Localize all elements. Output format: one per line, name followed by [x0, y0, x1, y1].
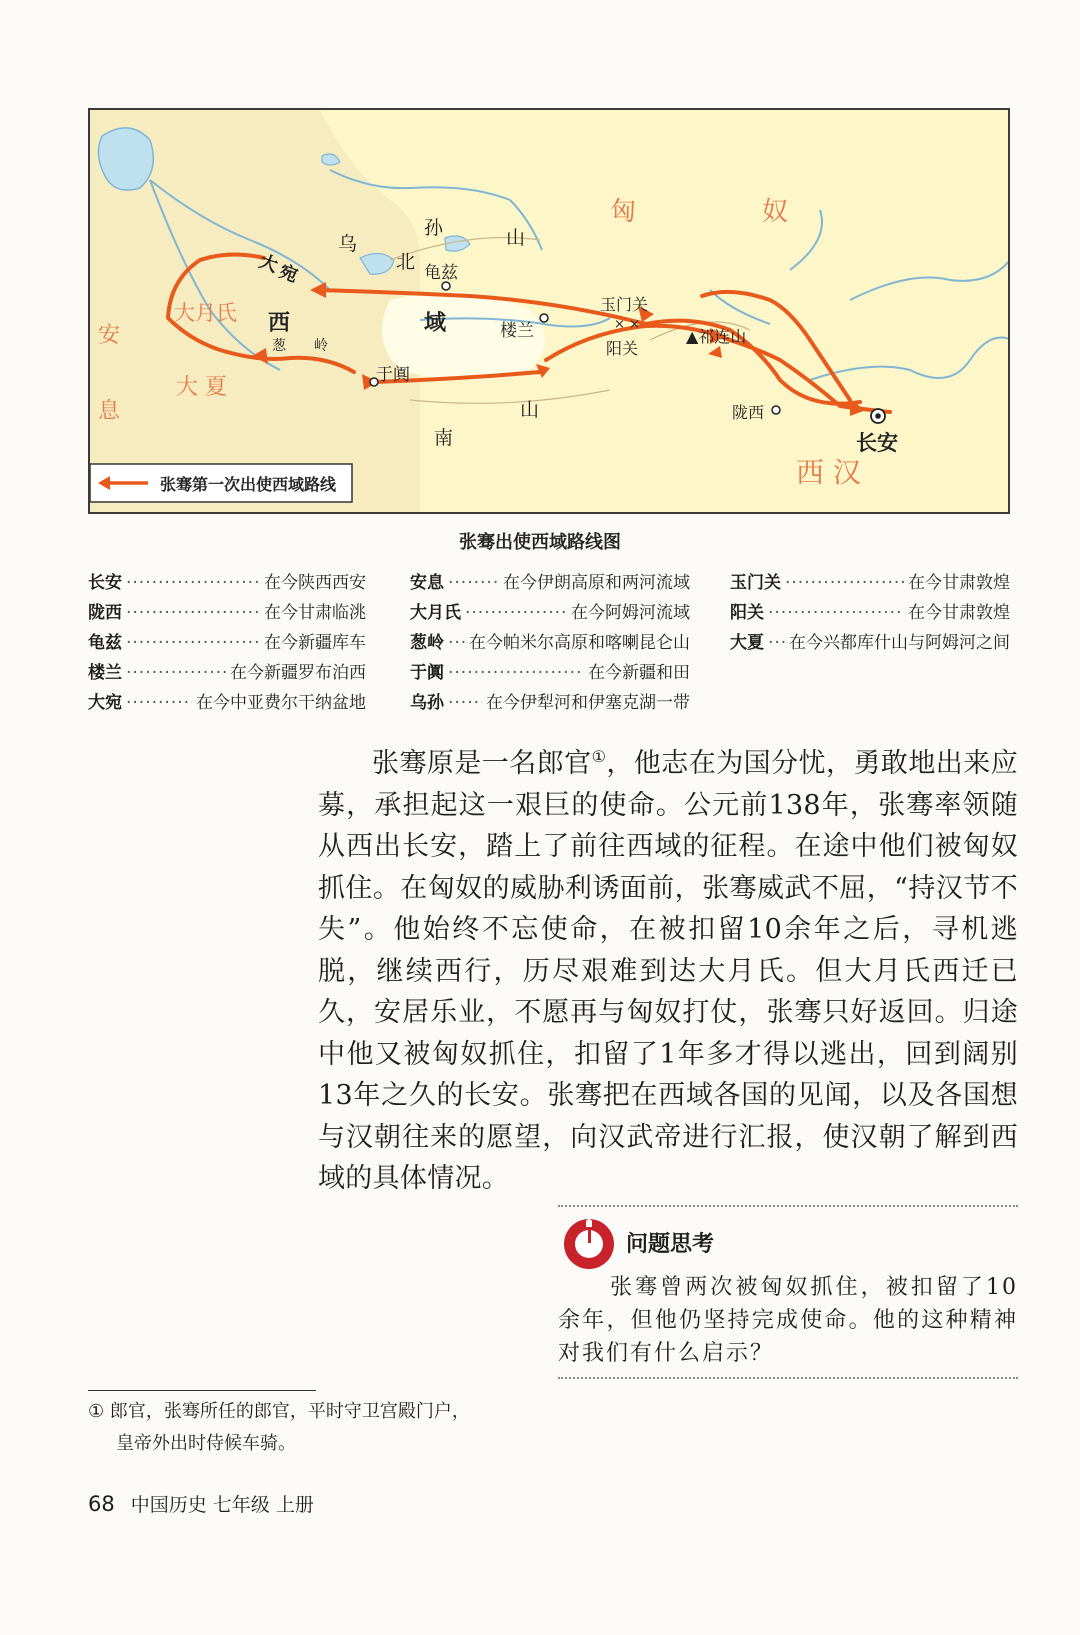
map-caption: 张骞出使西域路线图	[459, 532, 621, 553]
glossary-term: 于阗	[410, 663, 444, 683]
glossary-term: 大宛	[88, 693, 122, 713]
think-icon	[562, 1217, 616, 1271]
glossary-term: 龟兹	[88, 633, 122, 653]
label-daxia: 大 夏	[176, 375, 227, 400]
glossary-term: 楼兰	[88, 663, 122, 683]
glossary-term: 大夏	[730, 633, 764, 653]
glossary-term: 乌孙	[410, 693, 444, 713]
main-paragraph	[318, 736, 1018, 1200]
label-bei: 北	[396, 251, 416, 273]
glossary-def: 在今帕米尔高原和喀喇昆仑山	[469, 633, 690, 653]
label-qilianshan: ▲祁连山	[686, 327, 747, 346]
glossary-row	[88, 568, 366, 598]
pass-marks: × ×	[614, 317, 640, 332]
label-shan-south: 山	[520, 399, 540, 421]
glossary-term: 大月氏	[410, 603, 461, 623]
label-xi: 西	[268, 311, 291, 336]
glossary-column-2	[410, 568, 690, 718]
label-longxi: 陇西	[732, 403, 765, 422]
label-yumenguan: 玉门关	[600, 295, 649, 314]
footnote-rule	[88, 1390, 316, 1391]
glossary-term: 长安	[88, 573, 122, 593]
label-xiongnu-2: 奴	[762, 197, 789, 227]
leader-dots	[126, 628, 260, 658]
glossary-term: 葱岭	[410, 633, 444, 653]
paragraph-text-rest: ，他志在为国分忧，勇敢地出来应募，承担起这一艰巨的使命。公元前138年，张骞率领随从西出长安，踏上了前往西域的征程。在途中他们被匈奴抓住。在匈奴的威胁利诱面前，张骞威武不屈，“持汉节不失”。他始终不忘使命，在被扣留10余年之后，寻机逃脱，继续西行，历尽艰难到达大月氏。但大月氏西迁已久，安居乐业，不愿再与匈奴打仗，张骞只好返回。归途中他又被匈奴抓住，扣留了1年多才得以逃出，回到阔别13年之久的长安。张骞把在西域各国的见闻，以及各国想与汉朝往来的愿望，向汉武帝进行汇报，使汉朝了解到西域的具体情况。	[318, 748, 1018, 1194]
glossary-term: 陇西	[88, 603, 122, 623]
leader-dots	[126, 568, 260, 598]
label-congling-1: 葱	[272, 338, 286, 354]
think-bottom-divider	[558, 1377, 1018, 1379]
label-xiongnu-1: 匈	[610, 197, 637, 227]
footnote	[88, 1396, 548, 1460]
label-loulan: 楼兰	[500, 321, 534, 341]
leader-dots	[448, 628, 465, 658]
glossary-row	[410, 568, 690, 598]
glossary-row	[410, 628, 690, 658]
label-dayuan-2: 宛	[276, 260, 301, 287]
glossary-row	[730, 628, 1010, 658]
glossary-term: 阳关	[730, 603, 764, 623]
page-footer	[88, 1490, 314, 1517]
label-yu: 域	[424, 311, 447, 336]
label-yangguan: 阳关	[606, 339, 639, 358]
leader-dots	[448, 688, 482, 718]
glossary-row	[410, 688, 690, 718]
label-anxi-1: 安	[98, 323, 121, 348]
glossary-row	[730, 598, 1010, 628]
label-sun: 孙	[424, 217, 444, 239]
glossary-row	[410, 658, 690, 688]
paragraph-text-start: 张骞原是一名郎官	[372, 748, 592, 779]
leader-dots	[448, 658, 584, 688]
route-map	[88, 108, 1010, 514]
glossary-def: 在今伊犁河和伊塞克湖一带	[486, 693, 690, 713]
glossary-row	[730, 568, 1010, 598]
glossary-def: 在今陕西西安	[264, 573, 366, 593]
label-yutian: 于阗	[376, 365, 410, 385]
legend-label: 张骞第一次出使西域路线	[160, 475, 337, 494]
leader-dots	[126, 598, 260, 628]
label-anxi-2: 息	[98, 399, 121, 424]
think-box	[558, 1205, 1018, 1366]
glossary-term: 玉门关	[730, 573, 781, 593]
label-changan: 长安	[856, 431, 898, 455]
leader-dots	[768, 598, 904, 628]
label-congling-2: 岭	[314, 338, 328, 354]
label-shan-north: 山	[506, 227, 526, 249]
glossary-def: 在今新疆和田	[588, 663, 690, 683]
glossary-def: 在今阿姆河流域	[571, 603, 690, 623]
footnote-ref[interactable]: ①	[591, 747, 607, 766]
leader-dots	[126, 658, 226, 688]
glossary-row	[88, 598, 366, 628]
glossary-row	[88, 688, 366, 718]
glossary-def: 在今新疆库车	[264, 633, 366, 653]
book-title: 中国历史 七年级 上册	[130, 1494, 314, 1516]
think-title: 问题思考	[626, 1232, 715, 1257]
think-question: 张骞曾两次被匈奴抓住，被扣留了10余年，但他仍坚持完成使命。他的这种精神对我们有什么启示？	[558, 1275, 1018, 1366]
footnote-line-1: ① 郎官，张骞所任的郎官，平时守卫宫殿门户，	[88, 1401, 470, 1422]
glossary-def: 在今中亚费尔干纳盆地	[196, 693, 366, 713]
think-top-divider	[558, 1205, 1018, 1207]
label-nan: 南	[434, 427, 454, 449]
label-qiuci: 龟兹	[424, 263, 458, 283]
label-dayuezhi: 大月氏	[174, 301, 237, 325]
leader-dots	[465, 598, 567, 628]
leader-dots	[126, 688, 192, 718]
glossary-def: 在今伊朗高原和两河流域	[503, 573, 690, 593]
leader-dots	[785, 568, 904, 598]
glossary-row	[88, 628, 366, 658]
glossary-def: 在今兴都库什山与阿姆河之间	[789, 633, 1010, 653]
leader-dots	[448, 568, 499, 598]
footnote-line-2: 皇帝外出时侍候车骑。	[116, 1433, 296, 1454]
glossary-def: 在今甘肃敦煌	[908, 573, 1010, 593]
changan-marker	[871, 409, 885, 423]
map-svg	[90, 110, 1010, 514]
page-number: 68	[88, 1492, 115, 1516]
glossary-row	[410, 598, 690, 628]
leader-dots	[768, 628, 785, 658]
glossary-def: 在今甘肃临洮	[264, 603, 366, 623]
glossary-column-3	[730, 568, 1010, 658]
map-legend	[90, 464, 352, 502]
glossary-def: 在今新疆罗布泊西	[230, 663, 366, 683]
glossary-def: 在今甘肃敦煌	[908, 603, 1010, 623]
glossary-row	[88, 658, 366, 688]
label-wu: 乌	[338, 233, 358, 255]
glossary-column-1	[88, 568, 366, 718]
label-dayuan-1: 大	[256, 250, 281, 277]
glossary-term: 安息	[410, 573, 444, 593]
label-xihan: 西 汉	[796, 456, 861, 489]
